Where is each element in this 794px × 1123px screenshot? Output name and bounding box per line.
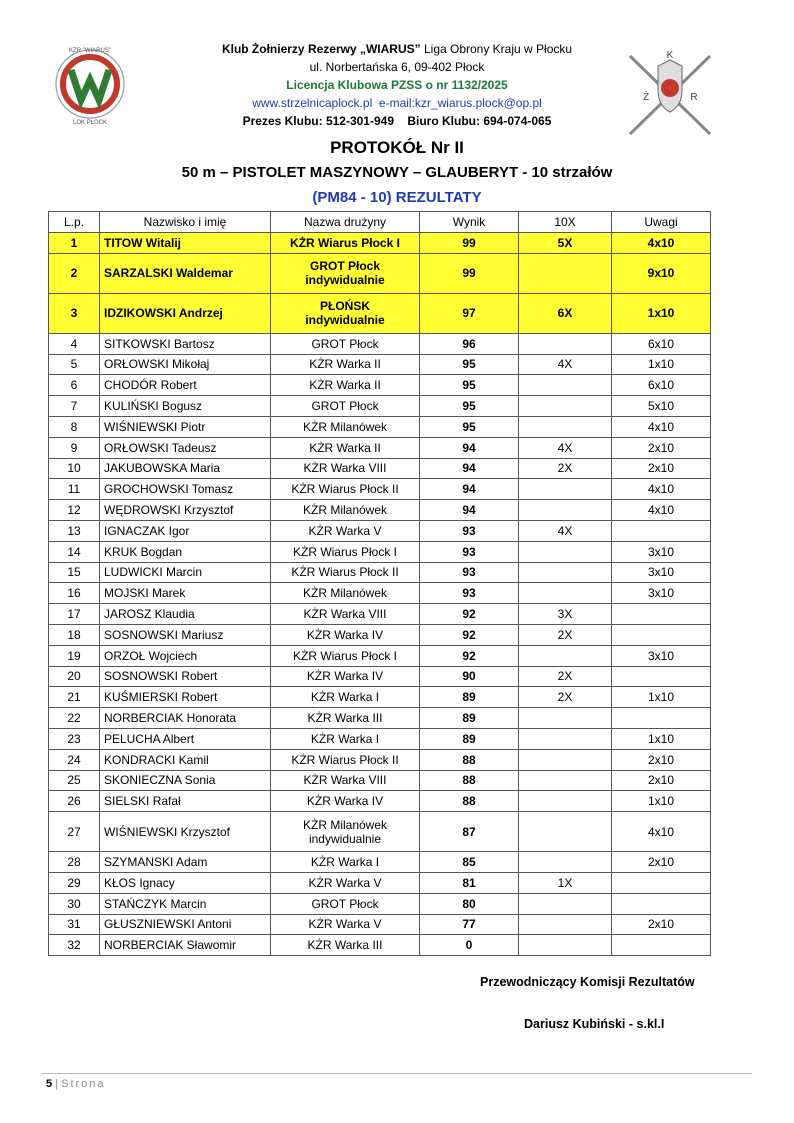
cell-notes: 3x10 xyxy=(612,645,711,666)
club-logo-left xyxy=(52,40,128,130)
cell-10x: 6X xyxy=(519,293,612,333)
cell-name: JAKUBOWSKA Maria xyxy=(100,458,271,479)
club-address: ul. Norbertańska 6, 09-402 Płock xyxy=(309,60,485,74)
cell-team-line1: KŻR Warka IV xyxy=(306,669,384,684)
cell-10x: 2X xyxy=(519,666,612,687)
cell-notes: 1x10 xyxy=(612,728,711,749)
cell-team xyxy=(271,583,420,604)
cell-score: 88 xyxy=(420,791,519,812)
cell-lp: 12 xyxy=(49,500,100,521)
cell-team xyxy=(271,562,420,583)
cell-10x xyxy=(519,333,612,354)
cell-10x xyxy=(519,416,612,437)
club-name-rest: Liga Obrony Kraju w Płocku xyxy=(420,42,573,56)
cell-10x: 5X xyxy=(519,233,612,254)
cell-name: GŁUSZNIEWSKI Antoni xyxy=(100,914,271,935)
cell-10x xyxy=(519,728,612,749)
cell-team xyxy=(271,749,420,770)
cell-lp: 11 xyxy=(49,479,100,500)
cell-score: 89 xyxy=(420,687,519,708)
cell-score: 94 xyxy=(420,458,519,479)
website-link[interactable]: www.strzelnicaplock.pl xyxy=(252,96,373,110)
cell-team-line1: KŻR Warka II xyxy=(309,440,381,455)
cell-10x xyxy=(519,583,612,604)
cell-lp: 25 xyxy=(49,770,100,791)
cell-score: 89 xyxy=(420,708,519,729)
cell-name: PELUCHA Albert xyxy=(100,728,271,749)
header-score: Wynik xyxy=(420,212,519,233)
cell-notes: 4x10 xyxy=(612,500,711,521)
cell-name: JAROSZ Klaudia xyxy=(100,604,271,625)
cell-name: SOSNOWSKI Mariusz xyxy=(100,624,271,645)
cell-notes xyxy=(612,624,711,645)
cell-notes xyxy=(612,893,711,914)
table-row xyxy=(49,604,711,625)
chair-name: Dariusz Kubiński - s.kl.I xyxy=(524,1017,665,1031)
cell-notes: 3x10 xyxy=(612,562,711,583)
cell-team xyxy=(271,914,420,935)
cell-team-line2: indywidualnie xyxy=(305,313,385,328)
cell-team-line1: GROT Płock xyxy=(311,896,379,911)
cell-lp: 3 xyxy=(49,293,100,333)
cell-notes: 6x10 xyxy=(612,333,711,354)
cell-lp: 14 xyxy=(49,541,100,562)
club-contact xyxy=(150,94,644,112)
cell-team-line1: KŻR Warka II xyxy=(309,357,381,372)
results-table xyxy=(48,211,711,956)
cell-team xyxy=(271,645,420,666)
email-link[interactable]: e-mail:kzr_wiarus.plock@op.pl xyxy=(378,96,542,110)
table-header-row xyxy=(49,212,711,233)
cell-10x xyxy=(519,914,612,935)
cell-10x xyxy=(519,541,612,562)
table-row xyxy=(49,812,711,852)
cell-10x xyxy=(519,645,612,666)
table-row xyxy=(49,437,711,458)
cell-team-line1: KŻR Warka VIII xyxy=(303,607,387,622)
cell-name: SKONIECZNA Sonia xyxy=(100,770,271,791)
cell-score: 93 xyxy=(420,541,519,562)
cell-lp: 16 xyxy=(49,583,100,604)
cell-team-line1: GROT Płock xyxy=(311,399,379,414)
cell-name: SOSNOWSKI Robert xyxy=(100,666,271,687)
table-row xyxy=(49,396,711,417)
cell-lp: 9 xyxy=(49,437,100,458)
cell-lp: 21 xyxy=(49,687,100,708)
cell-team xyxy=(271,293,420,333)
club-license: Licencja Klubowa PZSS o nr 1132/2025 xyxy=(286,78,508,92)
cell-notes: 2x10 xyxy=(612,458,711,479)
cell-notes: 3x10 xyxy=(612,583,711,604)
cell-notes xyxy=(612,872,711,893)
cell-team xyxy=(271,624,420,645)
cell-team xyxy=(271,935,420,956)
event-title: 50 m – PISTOLET MASZYNOWY – GLAUBERYT - 10 strzałów xyxy=(181,164,613,181)
cell-name: KŁOS Ignacy xyxy=(100,872,271,893)
cell-team xyxy=(271,893,420,914)
cell-team-line1: GROT Płock xyxy=(309,259,380,274)
cell-name: IDZIKOWSKI Andrzej xyxy=(100,293,271,333)
cell-lp: 6 xyxy=(49,375,100,396)
cell-name: STAŃCZYK Marcin xyxy=(100,893,271,914)
cell-team xyxy=(271,233,420,254)
cell-lp: 23 xyxy=(49,728,100,749)
table-row xyxy=(49,645,711,666)
cell-score: 88 xyxy=(420,770,519,791)
table-row xyxy=(49,354,711,375)
cell-name: CHODÓR Robert xyxy=(100,375,271,396)
cell-score: 94 xyxy=(420,479,519,500)
cell-team-line2: indywidualnie xyxy=(308,831,382,846)
cell-lp: 20 xyxy=(49,666,100,687)
cell-lp: 7 xyxy=(49,396,100,417)
cell-name: ORZOŁ Wojciech xyxy=(100,645,271,666)
cell-team xyxy=(271,812,420,852)
cell-team-line1: KŻR Milanówek xyxy=(302,503,388,518)
cell-lp: 15 xyxy=(49,562,100,583)
cell-team-line1: KŻR Warka V xyxy=(308,917,382,932)
cell-notes: 9x10 xyxy=(612,253,711,293)
cell-notes xyxy=(612,666,711,687)
cell-name: WIŚNIEWSKI Piotr xyxy=(100,416,271,437)
cell-team-line1: GROT Płock xyxy=(311,336,379,351)
cell-notes: 1x10 xyxy=(612,293,711,333)
cell-10x: 1X xyxy=(519,872,612,893)
svg-text:LOK PŁOCK: LOK PŁOCK xyxy=(72,120,108,126)
table-row xyxy=(49,666,711,687)
cell-name: NORBERCIAK Sławomir xyxy=(100,935,271,956)
cell-score: 90 xyxy=(420,666,519,687)
cell-10x xyxy=(519,749,612,770)
cell-name: NORBERCIAK Honorata xyxy=(100,708,271,729)
cell-score: 93 xyxy=(420,583,519,604)
table-row xyxy=(49,541,711,562)
cell-team-line2: indywidualnie xyxy=(305,273,385,288)
header-name: Nazwisko i imię xyxy=(100,212,271,233)
cell-10x: 3X xyxy=(519,604,612,625)
cell-notes: 2x10 xyxy=(612,914,711,935)
cell-10x xyxy=(519,562,612,583)
cell-lp: 31 xyxy=(49,914,100,935)
chair-title: Przewodniczący Komisji Rezultatów xyxy=(480,975,695,989)
cell-name: IGNACZAK Igor xyxy=(100,520,271,541)
cell-team xyxy=(271,479,420,500)
cell-lp: 22 xyxy=(49,708,100,729)
cell-10x xyxy=(519,852,612,873)
cell-team-line1: KŻR Warka III xyxy=(307,938,383,953)
cell-10x xyxy=(519,708,612,729)
table-row xyxy=(49,583,711,604)
cell-team-line1: PŁOŃSK xyxy=(319,299,370,314)
cell-team xyxy=(271,375,420,396)
cell-10x xyxy=(519,253,612,293)
footer-divider xyxy=(42,1073,752,1074)
club-name xyxy=(150,40,644,58)
cell-10x: 4X xyxy=(519,437,612,458)
cell-team xyxy=(271,791,420,812)
cell-score: 93 xyxy=(420,562,519,583)
table-row xyxy=(49,458,711,479)
cell-notes: 1x10 xyxy=(612,354,711,375)
cell-lp: 17 xyxy=(49,604,100,625)
table-row xyxy=(49,708,711,729)
table-row xyxy=(49,914,711,935)
club-name-bold: Klub Żołnierzy Rezerwy „WIARUS” xyxy=(221,42,421,56)
cell-score: 92 xyxy=(420,624,519,645)
cell-team-line1: KŻR Warka I xyxy=(310,855,380,870)
cell-team xyxy=(271,520,420,541)
cell-notes xyxy=(612,604,711,625)
cell-score: 93 xyxy=(420,520,519,541)
table-row xyxy=(49,293,711,333)
table-row xyxy=(49,500,711,521)
table-row xyxy=(49,872,711,893)
cell-lp: 4 xyxy=(49,333,100,354)
cell-10x: 2X xyxy=(519,458,612,479)
cell-score: 80 xyxy=(420,893,519,914)
page-number: 5 | Strona xyxy=(46,1078,106,1090)
cell-team-line1: KŻR Wiarus Płock I xyxy=(290,235,400,250)
table-row xyxy=(49,935,711,956)
table-row xyxy=(49,233,711,254)
cell-name: GROCHOWSKI Tomasz xyxy=(100,479,271,500)
cell-notes: 2x10 xyxy=(612,852,711,873)
cell-notes: 1x10 xyxy=(612,791,711,812)
cell-score: 97 xyxy=(420,293,519,333)
cell-10x: 4X xyxy=(519,354,612,375)
cell-name: SITKOWSKI Bartosz xyxy=(100,333,271,354)
cell-notes xyxy=(612,935,711,956)
cell-team xyxy=(271,437,420,458)
cell-score: 99 xyxy=(420,233,519,254)
cell-name: KULIŃSKI Bogusz xyxy=(100,396,271,417)
cell-team xyxy=(271,541,420,562)
cell-score: 95 xyxy=(420,416,519,437)
club-phones xyxy=(150,112,644,130)
table-row xyxy=(49,791,711,812)
cell-team xyxy=(271,770,420,791)
cell-score: 94 xyxy=(420,500,519,521)
cell-score: 87 xyxy=(420,812,519,852)
president-phone: Prezes Klubu: 512-301-949 xyxy=(242,114,394,128)
cell-name: KRUK Bogdan xyxy=(100,541,271,562)
cell-lp: 32 xyxy=(49,935,100,956)
cell-team-line1: KŻR Warka IV xyxy=(306,794,384,809)
cell-lp: 18 xyxy=(49,624,100,645)
cell-team xyxy=(271,872,420,893)
cell-team xyxy=(271,687,420,708)
cell-team-line1: KŻR Warka I xyxy=(310,731,380,746)
table-row xyxy=(49,562,711,583)
cell-10x xyxy=(519,375,612,396)
cell-10x xyxy=(519,935,612,956)
cell-score: 88 xyxy=(420,749,519,770)
results-table-body xyxy=(49,233,711,956)
cell-lp: 30 xyxy=(49,893,100,914)
cell-team xyxy=(271,416,420,437)
cell-team-line1: KŻR Warka V xyxy=(308,875,382,890)
protocol-title: PROTOKÓŁ Nr II xyxy=(330,138,464,157)
svg-text:R: R xyxy=(690,92,698,103)
cell-team xyxy=(271,666,420,687)
cell-score: 0 xyxy=(420,935,519,956)
cell-team-line1: KŻR Warka IV xyxy=(306,627,384,642)
cell-lp: 27 xyxy=(49,812,100,852)
cell-team-line1: KŻR Wiarus Płock I xyxy=(292,648,397,663)
cell-team-line1: KŻR Warka V xyxy=(308,523,382,538)
cell-notes: 4x10 xyxy=(612,812,711,852)
table-row xyxy=(49,893,711,914)
cell-name: ORŁOWSKI Tadeusz xyxy=(100,437,271,458)
table-row xyxy=(49,770,711,791)
cell-notes: 3x10 xyxy=(612,541,711,562)
cell-score: 92 xyxy=(420,604,519,625)
cell-team xyxy=(271,333,420,354)
cell-name: SZYMANSKI Adam xyxy=(100,852,271,873)
cell-team-line1: KŻR Wiarus Płock II xyxy=(291,752,399,767)
cell-team xyxy=(271,458,420,479)
cell-lp: 8 xyxy=(49,416,100,437)
header-lp: L.p. xyxy=(49,212,100,233)
cell-team xyxy=(271,354,420,375)
cell-lp: 10 xyxy=(49,458,100,479)
cell-10x xyxy=(519,396,612,417)
cell-10x: 2X xyxy=(519,687,612,708)
cell-team-line1: KŻR Warka III xyxy=(307,711,383,726)
cell-notes xyxy=(612,520,711,541)
cell-name: KUŚMIERSKI Robert xyxy=(100,687,271,708)
cell-team xyxy=(271,396,420,417)
cell-notes: 4x10 xyxy=(612,479,711,500)
cell-team-line1: KŻR Warka II xyxy=(309,378,381,393)
cell-score: 81 xyxy=(420,872,519,893)
cell-lp: 1 xyxy=(49,233,100,254)
cell-notes: 2x10 xyxy=(612,749,711,770)
cell-team xyxy=(271,253,420,293)
cell-10x: 2X xyxy=(519,624,612,645)
cell-10x xyxy=(519,893,612,914)
header-notes: Uwagi xyxy=(612,212,711,233)
cell-10x xyxy=(519,791,612,812)
table-row xyxy=(49,624,711,645)
table-row xyxy=(49,520,711,541)
header-10x: 10X xyxy=(519,212,612,233)
cell-team-line1: KŻR Milanówek xyxy=(302,419,388,434)
cell-lp: 26 xyxy=(49,791,100,812)
cell-10x xyxy=(519,770,612,791)
cell-team-line1: KŻR Warka VIII xyxy=(303,773,387,788)
table-row xyxy=(49,253,711,293)
cell-score: 77 xyxy=(420,914,519,935)
cell-team-line1: KŻR Warka VIII xyxy=(303,461,387,476)
table-row xyxy=(49,333,711,354)
svg-text:KŻR "WIARUS": KŻR "WIARUS" xyxy=(69,48,111,54)
table-row xyxy=(49,852,711,873)
page-number-value: 5 xyxy=(46,1078,53,1090)
cell-score: 99 xyxy=(420,253,519,293)
header-team: Nazwa drużyny xyxy=(271,212,420,233)
cell-name: SIELSKI Rafał xyxy=(100,791,271,812)
office-phone: Biuro Klubu: 694-074-065 xyxy=(407,114,552,128)
cell-lp: 29 xyxy=(49,872,100,893)
cell-score: 89 xyxy=(420,728,519,749)
cell-notes: 4x10 xyxy=(612,233,711,254)
table-row xyxy=(49,479,711,500)
cell-score: 95 xyxy=(420,354,519,375)
cell-name: TITOW Witalij xyxy=(100,233,271,254)
cell-team-line1: KŻR Warka I xyxy=(310,690,380,705)
cell-score: 92 xyxy=(420,645,519,666)
cell-team xyxy=(271,500,420,521)
cell-team xyxy=(271,728,420,749)
cell-score: 94 xyxy=(420,437,519,458)
cell-team-line1: KŻR Wiarus Płock II xyxy=(291,565,399,580)
cell-score: 95 xyxy=(420,396,519,417)
cell-lp: 5 xyxy=(49,354,100,375)
cell-name: LUDWICKI Marcin xyxy=(100,562,271,583)
cell-10x xyxy=(519,812,612,852)
cell-name: MOJSKI Marek xyxy=(100,583,271,604)
cell-10x xyxy=(519,500,612,521)
cell-notes: 2x10 xyxy=(612,770,711,791)
table-row xyxy=(49,416,711,437)
cell-lp: 19 xyxy=(49,645,100,666)
cell-team xyxy=(271,708,420,729)
results-title: (PM84 - 10) REZULTATY xyxy=(312,189,482,206)
cell-10x xyxy=(519,479,612,500)
cell-team xyxy=(271,852,420,873)
cell-score: 85 xyxy=(420,852,519,873)
cell-team-line1: KŻR Milanówek xyxy=(302,586,388,601)
cell-name: WĘDROWSKI Krzysztof xyxy=(100,500,271,521)
table-row xyxy=(49,375,711,396)
page-label: Strona xyxy=(61,1078,106,1090)
cell-lp: 2 xyxy=(49,253,100,293)
cell-notes: 2x10 xyxy=(612,437,711,458)
cell-notes: 5x10 xyxy=(612,396,711,417)
cell-notes xyxy=(612,708,711,729)
cell-lp: 28 xyxy=(49,852,100,873)
svg-text:K: K xyxy=(666,50,674,61)
cell-team-line1: KŻR Wiarus Płock II xyxy=(291,482,399,497)
cell-score: 95 xyxy=(420,375,519,396)
cell-notes: 1x10 xyxy=(612,687,711,708)
table-row xyxy=(49,749,711,770)
cell-name: SARZALSKI Waldemar xyxy=(100,253,271,293)
cell-name: KONDRACKI Kamil xyxy=(100,749,271,770)
svg-text:Ż: Ż xyxy=(642,92,650,103)
cell-score: 96 xyxy=(420,333,519,354)
cell-team-line1: KŻR Milanówek xyxy=(302,817,388,832)
cell-name: WIŚNIEWSKI Krzysztof xyxy=(100,812,271,852)
table-row xyxy=(49,687,711,708)
cell-lp: 13 xyxy=(49,520,100,541)
cell-team xyxy=(271,604,420,625)
cell-lp: 24 xyxy=(49,749,100,770)
table-row xyxy=(49,728,711,749)
cell-notes: 6x10 xyxy=(612,375,711,396)
cell-notes: 4x10 xyxy=(612,416,711,437)
cell-name: ORŁOWSKI Mikołaj xyxy=(100,354,271,375)
cell-team-line1: KŻR Wiarus Płock I xyxy=(292,544,397,559)
cell-10x: 4X xyxy=(519,520,612,541)
